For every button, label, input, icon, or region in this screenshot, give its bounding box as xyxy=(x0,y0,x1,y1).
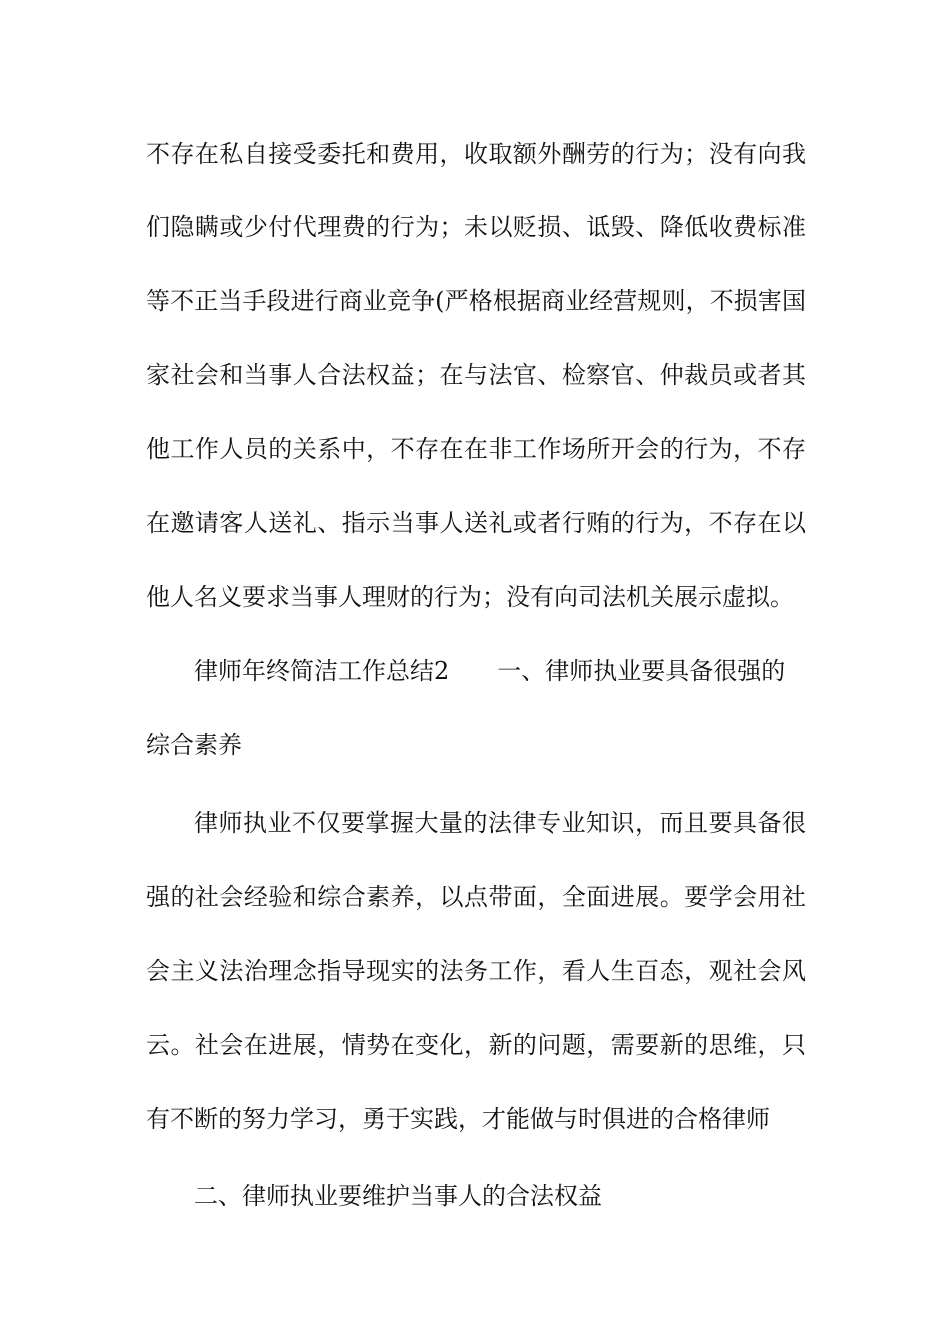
paragraph-1-line-2: 们隐瞒或少付代理费的行为；未以贬损、诋毁、降低收费标准 xyxy=(146,213,806,241)
paragraph-2-line-4: 云。社会在进展，情势在变化，新的问题，需要新的思维，只 xyxy=(146,1031,806,1059)
section-two-title: 二、律师执业要维护当事人的合法权益 xyxy=(194,1182,602,1210)
paragraph-1-line-5: 他工作人员的关系中，不存在在非工作场所开会的行为，不存 xyxy=(146,435,806,463)
paragraph-2-line-5: 有不断的努力学习，勇于实践，才能做与时俱进的合格律师 xyxy=(146,1105,770,1133)
paragraph-1-line-1: 不存在私自接受委托和费用，收取额外酬劳的行为；没有向我 xyxy=(146,140,806,168)
paragraph-2-line-3: 会主义法治理念指导现实的法务工作，看人生百态，观社会风 xyxy=(146,957,806,985)
summary-title: 律师年终简洁工作总结2 xyxy=(194,657,450,685)
paragraph-2-line-2: 强的社会经验和综合素养，以点带面，全面进展。要学会用社 xyxy=(146,883,806,911)
paragraph-1-line-7: 他人名义要求当事人理财的行为；没有向司法机关展示虚拟。 xyxy=(146,583,794,611)
section-heading-line xyxy=(194,651,806,691)
paragraph-1-line-6: 在邀请客人送礼、指示当事人送礼或者行贿的行为，不存在以 xyxy=(146,509,806,537)
paragraph-1-line-3: 等不正当手段进行商业竞争(严格根据商业经营规则，不损害国 xyxy=(146,287,806,315)
section-one-title: 一、律师执业要具备很强的 xyxy=(497,657,786,685)
paragraph-1-line-4: 家社会和当事人合法权益；在与法官、检察官、仲裁员或者其 xyxy=(146,361,806,389)
section-one-title-continued: 综合素养 xyxy=(146,731,242,759)
paragraph-2-line-1: 律师执业不仅要掌握大量的法律专业知识，而且要具备很 xyxy=(194,809,806,837)
